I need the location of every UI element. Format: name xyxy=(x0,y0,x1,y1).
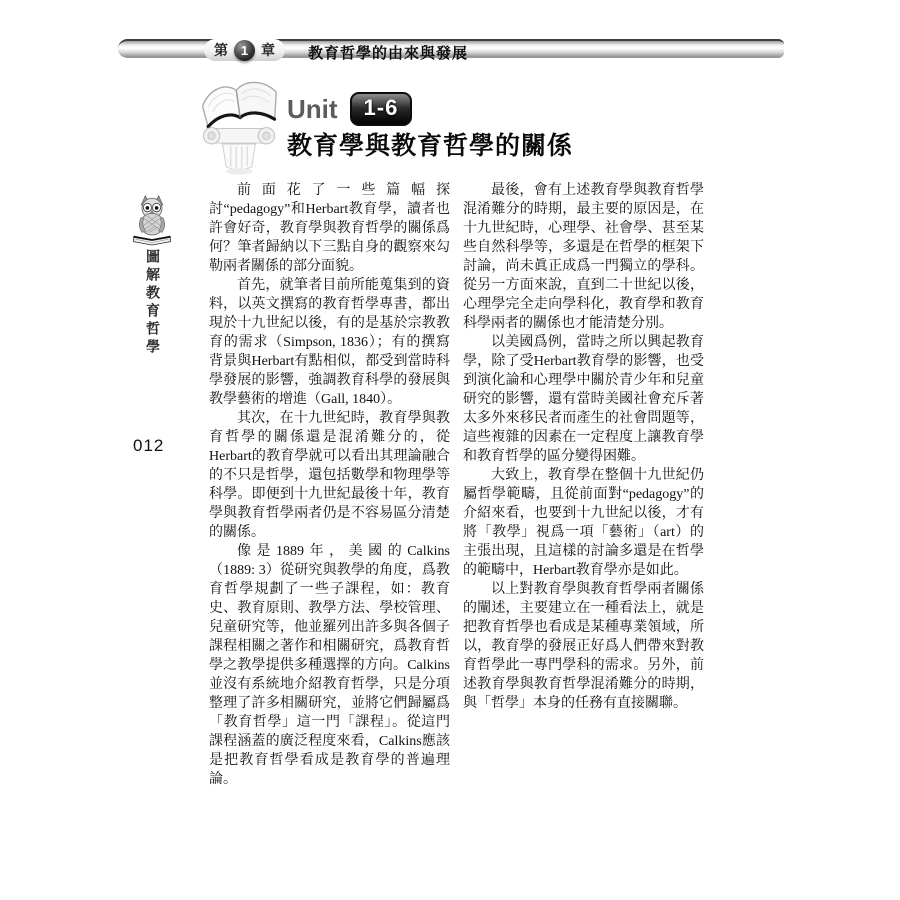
paragraph: 首先，就筆者目前所能蒐集到的資料，以英文撰寫的教育哲學專書，都出現於十九世紀以後，有的是基於宗教教育的需求（Simpson, 1836）；有的撰寫背景與Herbart有點相似，都受到當時科學發展的影響，強調教育科學的發展與教學藝術的增進（Gall, 1840）。 xyxy=(209,278,450,407)
chapter-header-bar xyxy=(118,39,784,62)
paragraph: 以美國爲例，當時之所以興起教育學，除了受Herbart教育學的影響，也受到演化論和心理學中關於青少年和兒童研究的影響，還有當時美國社會充斥著太多外來移民者而產生的社會問題等，這些複雜的因素在一定程度上讓教育學和教育哲學的區分變得困難。 xyxy=(463,335,704,464)
paragraph: 前面花了一些篇幅探討“pedagogy”和Herbart教育學，讀者也許會好奇，教育學與教育哲學的關係爲何？筆者歸納以下三點自身的觀察來勾勒兩者關係的部分面貌。 xyxy=(209,183,450,274)
chapter-prefix-label: 第 xyxy=(214,42,228,58)
paragraph: 像是1889年，美國的Calkins（1889: 3）從研究與教學的角度，爲教育哲學規劃了一些子課程，如：教育史、教育原則、教學方法、學校管理、兒童研究等，他並羅列出許多與各個子課程相關之著作和相關研究，爲教育哲學之教學提供多種選擇的方向。Calkins並沒有系統地介紹教育哲學，只是分項整理了許多相關研究，並將它們歸屬爲「教育哲學」這一門「課程」。從這門課程涵蓋的廣泛程度來看，Calkins應該是把教育哲學看成是教育學的普遍理論。 xyxy=(209,544,450,787)
paragraph: 大致上，教育學在整個十九世紀仍屬哲學範疇，且從前面對“pedagogy”的介紹來看，也要到十九世紀以後，才有將「教學」視爲一項「藝術」（art）的主張出現，且這樣的討論多還是在哲學的範疇中，Herbart教育學亦是如此。 xyxy=(463,468,704,578)
chapter-badge xyxy=(204,39,285,61)
unit-label: Unit xyxy=(287,93,338,124)
paragraph: 最後，會有上述教育學與教育哲學混淆難分的時期，最主要的原因是，在十九世紀時，心理學、社會學、甚至某些自然科學等，多還是在哲學的框架下討論，尚未眞正成爲一門獨立的學科。從另一方面來說，直到二十世紀以後，心理學完全走向學科化，教育學和教育科學兩者的關係也才能清楚分別。 xyxy=(463,183,704,331)
paragraph: 其次，在十九世紀時，教育學與教育哲學的關係還是混淆難分的，從Herbart的教育學就可以看出其理論融合的不只是哲學，還包括數學和物理學等科學。即便到十九世紀最後十年，教育學與教育哲學兩者仍是不容易區分清楚的關係。 xyxy=(209,411,450,540)
right-column xyxy=(463,181,704,789)
unit-header xyxy=(287,92,412,126)
unit-number-badge: 1-6 xyxy=(350,92,413,126)
open-book-on-column-icon xyxy=(193,70,285,176)
chapter-title: 教育哲學的由來與發展 xyxy=(308,45,469,62)
body-text xyxy=(209,181,704,789)
series-title-vertical: 圖解教育哲學 xyxy=(144,249,159,357)
left-column xyxy=(209,181,450,789)
chapter-suffix-label: 章 xyxy=(261,42,275,58)
page-number: 012 xyxy=(133,436,165,455)
chapter-number-circle: 1 xyxy=(234,40,255,61)
owl-on-book-icon xyxy=(127,193,177,247)
paragraph: 以上對教育學與教育哲學兩者關係的闡述，主要建立在一種看法上，就是把教育哲學也看成是某種專業領域，所以，教育學的發展正好爲人們帶來對教育哲學此一專門學科的需求。另外，前述教育學與教育哲學混淆難分的時期，與「哲學」本身的任務有直接關聯。 xyxy=(463,582,704,711)
unit-title: 教育學與教育哲學的關係 xyxy=(287,132,574,160)
